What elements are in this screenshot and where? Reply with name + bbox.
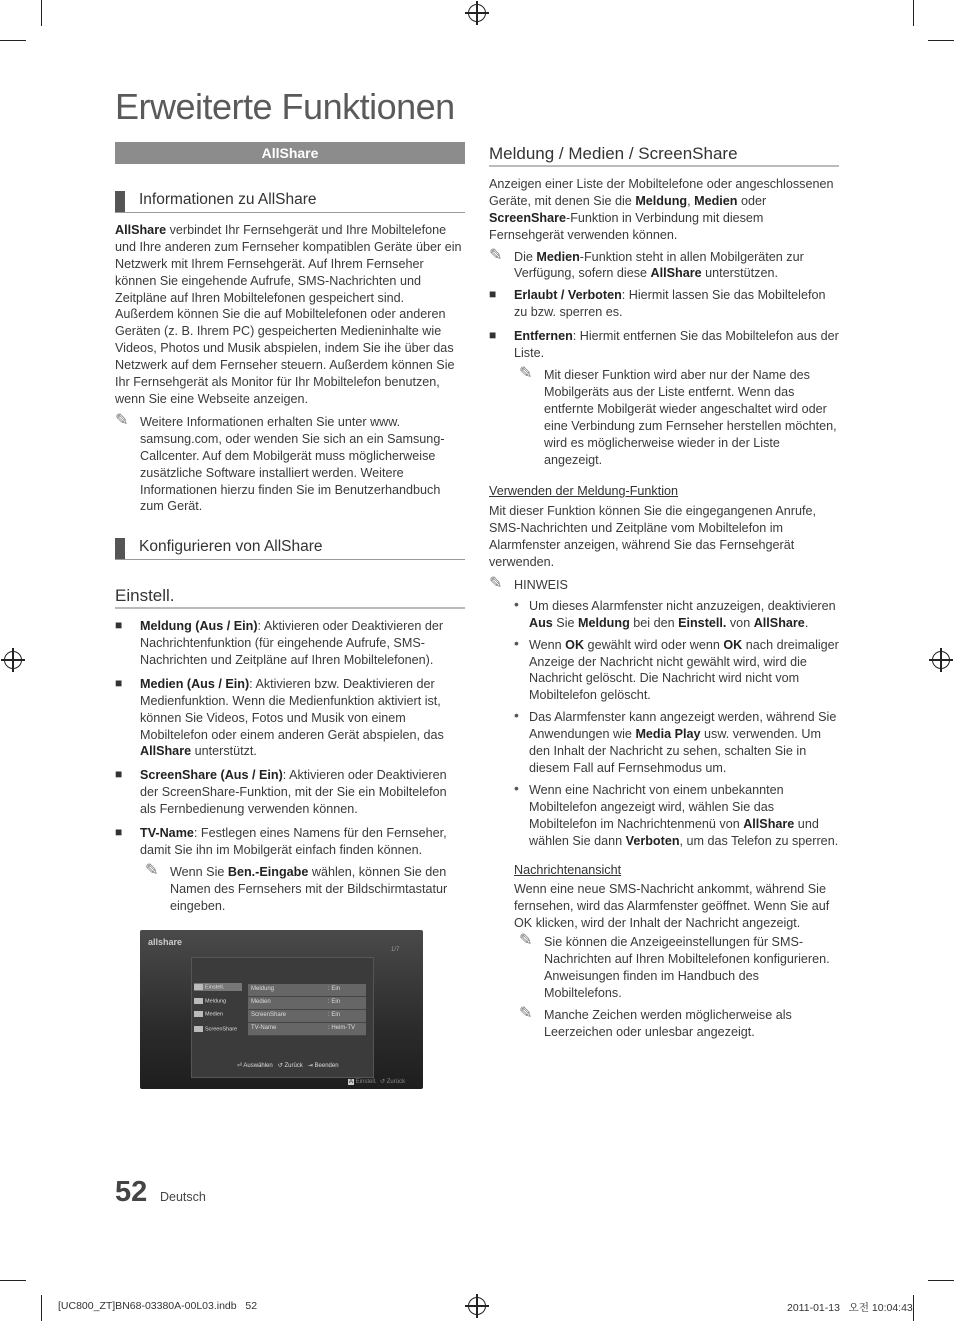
note-pencil-icon: ✎ bbox=[115, 411, 129, 429]
enter-icon: ⏎ bbox=[237, 1063, 243, 1069]
info-paragraph: AllShare verbindet Ihr Fernsehgerät und Ihre Mobiltelefone und Ihre anderen zum Fernseher kompatiblen Geräte über ein Netzwerk mit Ihrem Fernsehgerät. Auf Ihrem Fernseher können Sie eingehende Aufrufe, SMS-Nachrichten und Zeitpläne auf Ihren Mobiltelefonen gespeichert sind. Außerdem können Sie die auf Mobiltelefonen oder anderen Geräten (z. B. Ihrem PC) gespeicherten Medieninhalte wie Videos, Photos und Musik abspielen, indem Sie ihe über das Netzwerk auf dem Fernseher steuern. Außerdem können Sie Ihr Fernsehgerät als Monitor für Ihr Mobiltelefon benutzen, wenn Sie eine Webseite anzeigen. bbox=[115, 222, 462, 406]
tv-page-indicator: 1/7 bbox=[391, 947, 400, 953]
return-icon: ↺ bbox=[277, 1063, 283, 1069]
tv-hint-bar: ⏎ Auswählen ↺ Zurück ⇥ Beenden bbox=[237, 1063, 339, 1069]
registration-mark-icon bbox=[468, 4, 486, 22]
screenshare-icon bbox=[194, 1026, 203, 1032]
tv-setting-row[interactable]: TV-Name : Heim-TV bbox=[248, 1023, 366, 1036]
list-item-entfernen: ■ Entfernen: Hiermit entfernen Sie das Mobiltelefon aus der Liste. bbox=[489, 328, 839, 362]
tv-menu-item-screenshare[interactable]: ScreenShare bbox=[194, 1026, 237, 1032]
left-column bbox=[115, 142, 465, 915]
tvname-note: ✎ Wenn Sie Ben.-Eingabe wählen, können Sie den Namen des Fernsehers mit der Bildschirmtastatur eingeben. bbox=[145, 861, 448, 913]
footer-file-info: [UC800_ZT]BN68-03380A-00L03.indb 52 bbox=[58, 1300, 258, 1312]
section-bar-allshare: AllShare bbox=[115, 142, 465, 164]
a-button-icon: A bbox=[349, 1079, 354, 1085]
list-item-erlaubt: ■ Erlaubt / Verboten: Hiermit lassen Sie das Mobiltelefon zu bzw. sperren es. bbox=[489, 287, 839, 321]
exit-icon: ⇥ bbox=[307, 1063, 313, 1069]
settings-icon bbox=[194, 984, 203, 990]
config-heading: Konfigurieren von AllShare bbox=[115, 535, 465, 560]
list-item-medien: ■ Medien (Aus / Ein): Aktivieren bzw. Deaktivieren der Medienfunktion. Wenn die Medienfunktion aktiviert ist, können Sie Videos, Fotos und Musik von einem Mobiltelefon oder einem anderen Gerät abspielen, das AllShare unterstützt. bbox=[115, 676, 465, 761]
tv-menu-panel bbox=[191, 957, 374, 1078]
meldung-funktion-text: Mit dieser Funktion können Sie die eingegangenen Anrufe, SMS-Nachrichten und Zeitpläne vom Mobiltelefon im Alarmfenster anzeigen, während Sie das Fernsehgerät verwenden. bbox=[489, 504, 816, 570]
tv-menu-item-einstell[interactable]: Einstell. bbox=[194, 983, 242, 991]
tv-setting-row[interactable]: Medien : Ein bbox=[248, 997, 366, 1010]
right-column bbox=[489, 146, 839, 1041]
note-pencil-icon: ✎ bbox=[489, 574, 503, 592]
note-pencil-icon: ✎ bbox=[489, 246, 503, 264]
hinweis-bullet: • Um dieses Alarmfenster nicht anzuzeigen, deaktivieren Aus Sie Meldung bei den Einstell. von AllShare. bbox=[514, 598, 839, 632]
list-item-tv-name: ■ TV-Name: Festlegen eines Namens für den Fernseher, damit Sie ihn im Mobilgerät einfach finden können. bbox=[115, 825, 465, 859]
info-note: ✎ Weitere Informationen erhalten Sie unter www. samsung.com, oder wenden Sie sich an ein Samsung-Callcenter. Auf dem Mobilgerät muss möglicherweise zusätzliche Software installiert werden. Weitere Informationen hierzu finden Sie im Benutzerhandbuch zum Gerät. bbox=[115, 411, 445, 514]
note-pencil-icon: ✎ bbox=[145, 861, 159, 879]
footer-timestamp: 2011-01-13 오전 10:04:43 bbox=[787, 1302, 913, 1314]
characters-note: ✎ Manche Zeichen werden möglicherweise als Leerzeichen oder unlesbar angezeigt. bbox=[519, 1004, 792, 1039]
hinweis-bullet: • Wenn eine Nachricht von einem unbekannten Mobiltelefon angezeigt wird, wählen Sie das Mobiltelefon im Nachrichtenmenü von AllShare und wählen Sie dann Verboten, um das Telefon zu sperren. bbox=[514, 782, 839, 850]
right-heading: Meldung / Medien / ScreenShare bbox=[489, 146, 839, 167]
tv-menu-item-medien[interactable]: Medien bbox=[194, 1011, 223, 1017]
note-pencil-icon: ✎ bbox=[519, 364, 533, 382]
einstell-heading: Einstell. bbox=[115, 588, 465, 609]
allshare-logo: allshare bbox=[148, 937, 183, 947]
right-intro: Anzeigen einer Liste der Mobiltelefone oder angeschlossenen Geräte, mit denen Sie die Meldung, Medien oder ScreenShare-Funktion in Verbindung mit diesem Fernsehgerät verwenden können. bbox=[489, 176, 834, 242]
media-icon bbox=[194, 1011, 203, 1017]
sms-note: ✎ Sie können die Anzeigeeinstellungen für SMS-Nachrichten auf Ihren Mobiltelefonen konfigurieren. Anweisungen finden im Handbuch des Mobiltelefons. bbox=[519, 932, 830, 1000]
tv-setting-row[interactable]: ScreenShare : Ein bbox=[248, 1010, 366, 1023]
subheading-nachrichtenansicht: Nachrichtenansicht bbox=[514, 862, 622, 877]
hinweis-bullet: • Das Alarmfenster kann angezeigt werden, während Sie Anwendungen wie Media Play usw. verwenden. Um den Inhalt der Nachricht zu sehen, schalten Sie in diesem Fall auf Fernsehmodus um. bbox=[514, 709, 839, 777]
list-item-screenshare: ■ ScreenShare (Aus / Ein): Aktivieren oder Deaktivieren der ScreenShare-Funktion, mit der Sie ein Mobiltelefon als Fernbedienung verwenden können. bbox=[115, 767, 465, 818]
subheading-meldung-funktion: Verwenden der Meldung-Funktion bbox=[489, 484, 679, 499]
info-heading: Informationen zu AllShare bbox=[115, 188, 465, 213]
entfernen-note: ✎ Mit dieser Funktion wird aber nur der Name des Mobilgeräts aus der Liste entfernt. Wenn das entfernte Mobilgerät wieder angeschaltet wird oder eine Verbindung zum Fernseher herstellen möchten, wird es möglicherweise wieder in der Liste angezeigt. bbox=[519, 364, 837, 467]
tv-menu-item-meldung[interactable]: Meldung bbox=[194, 998, 226, 1004]
note-pencil-icon: ✎ bbox=[519, 932, 533, 950]
message-icon bbox=[194, 998, 203, 1004]
page-number: 52 bbox=[115, 1176, 148, 1208]
tv-bottom-bar: A Einstell. ↺ Zurück bbox=[349, 1079, 406, 1085]
tv-setting-row[interactable]: Meldung : Ein bbox=[248, 984, 366, 997]
medien-note: ✎ Die Medien-Funktion steht in allen Mobilgeräten zur Verfügung, sofern diese AllShare unterstützen. bbox=[489, 246, 804, 281]
page-language: Deutsch bbox=[160, 1190, 206, 1204]
hinweis-list bbox=[514, 598, 839, 1041]
hinweis-label: ✎ HINWEIS bbox=[489, 574, 568, 592]
hinweis-bullet: • Wenn OK gewählt wird oder wenn OK nach dreimaliger Anzeige der Nachricht nicht gewählt wird, wird die Nachricht gelöscht. Die Nachricht wird nicht vom Mobiltelefon gelöscht. bbox=[514, 637, 839, 705]
list-item-meldung: ■ Meldung (Aus / Ein): Aktivieren oder Deaktivieren der Nachrichtenfunktion (für eingehende Aufrufe, SMS-Nachrichten und Zeitpläne auf Ihren Mobiltelefonen). bbox=[115, 618, 465, 669]
nachrichtenansicht-text: Wenn eine neue SMS-Nachricht ankommt, während Sie fernsehen, wird das Alarmfenster geöffnet. Wenn Sie auf OK klicken, wird der Inhalt der Nachricht angezeigt. bbox=[514, 882, 830, 931]
return-icon: ↺ bbox=[380, 1079, 386, 1085]
note-pencil-icon: ✎ bbox=[519, 1004, 533, 1022]
page-title: Erweiterte Funktionen bbox=[115, 86, 455, 127]
tv-screen-illustration bbox=[140, 930, 423, 1089]
registration-mark-icon bbox=[932, 651, 950, 669]
registration-mark-icon bbox=[4, 651, 22, 669]
registration-mark-icon bbox=[468, 1297, 486, 1315]
